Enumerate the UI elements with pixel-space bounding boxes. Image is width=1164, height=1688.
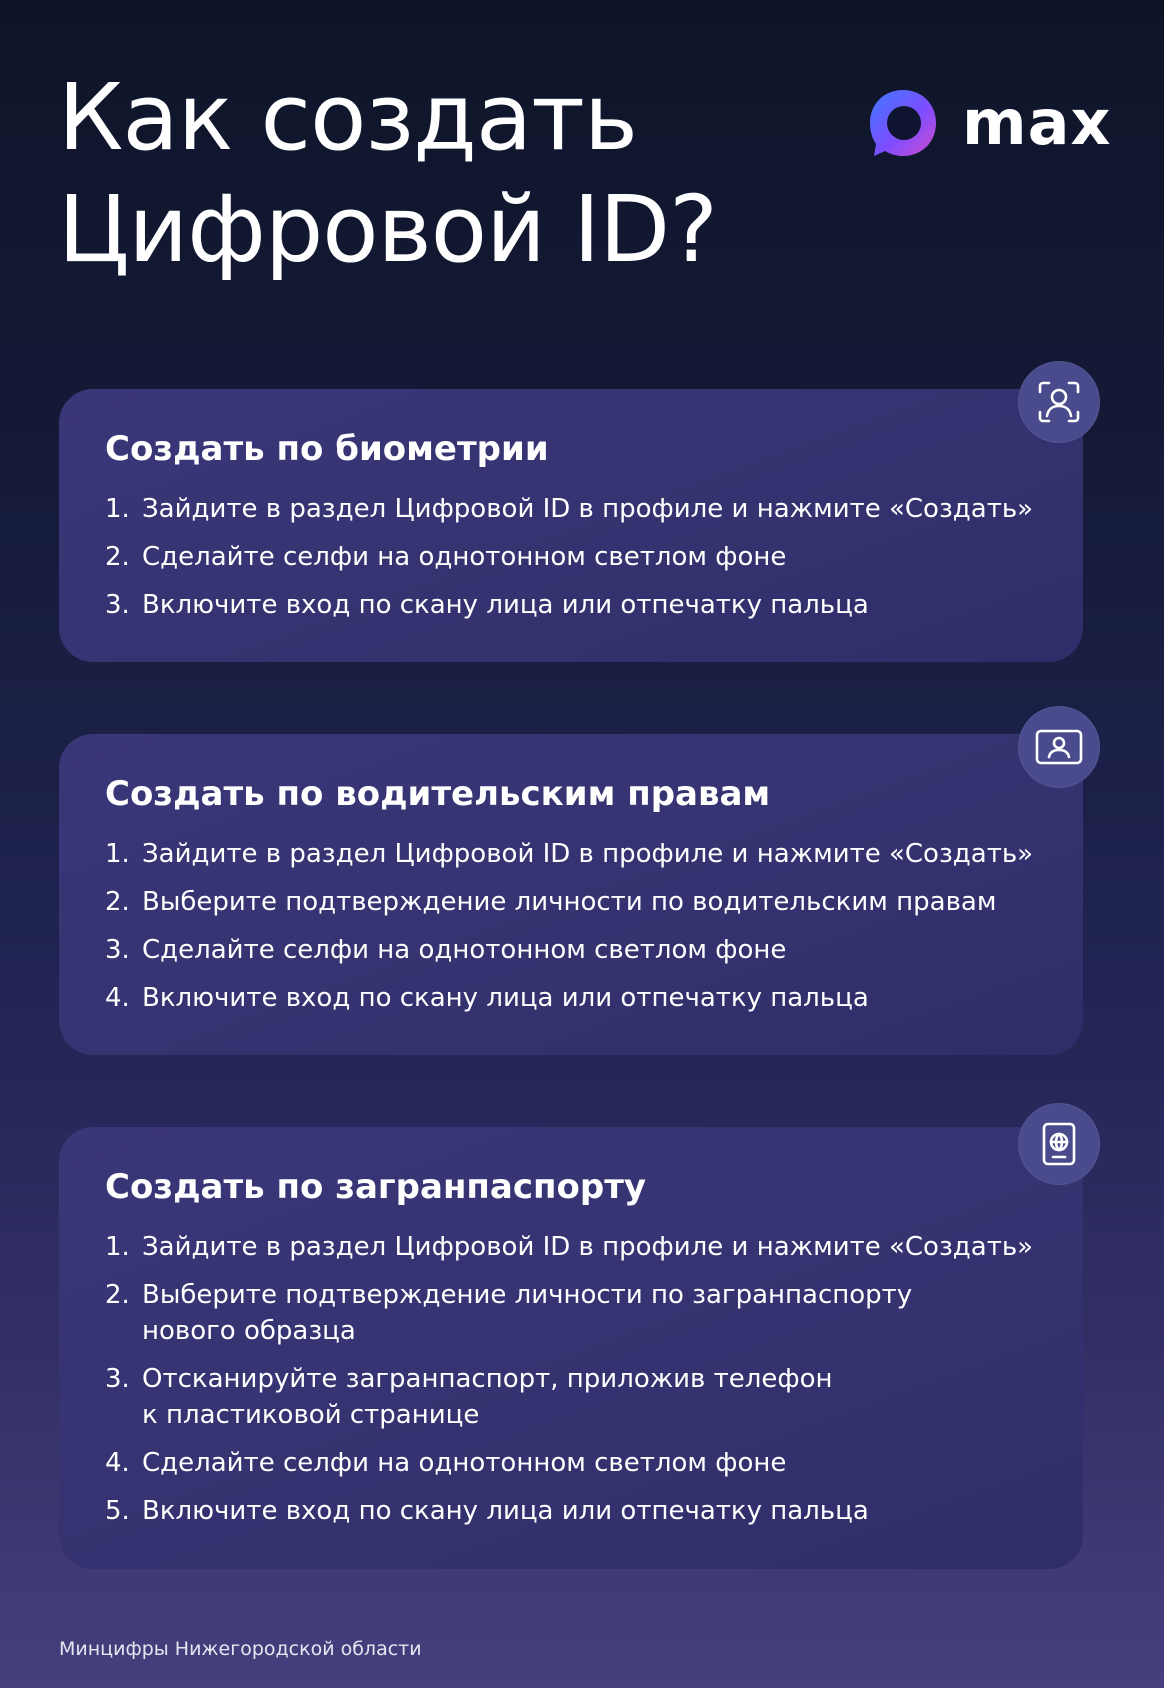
step-item xyxy=(105,491,1037,527)
footer-credit: Минцифры Нижегородской области xyxy=(59,1638,422,1660)
steps-list xyxy=(105,491,1037,623)
step-item xyxy=(105,1361,1037,1433)
step-number: 3. xyxy=(105,935,130,965)
step-item xyxy=(105,1229,1037,1265)
step-item xyxy=(105,1445,1037,1481)
step-number: 3. xyxy=(105,590,130,620)
step-text: Зайдите в раздел Цифровой ID в профиле и нажмите «Создать» xyxy=(142,1232,1034,1262)
steps-list xyxy=(105,836,1037,1016)
step-item xyxy=(105,980,1037,1016)
step-text: Выберите подтверждение личности по загранпаспорту нового образца xyxy=(142,1280,913,1346)
step-item xyxy=(105,1277,1037,1349)
step-number: 2. xyxy=(105,887,130,917)
step-number: 1. xyxy=(105,494,130,524)
step-item xyxy=(105,1493,1037,1529)
max-logo-text: max xyxy=(962,86,1112,159)
max-logo-icon xyxy=(866,86,940,160)
step-number: 1. xyxy=(105,1232,130,1262)
step-item xyxy=(105,836,1037,872)
step-text: Включите вход по скану лица или отпечатку пальца xyxy=(142,1496,869,1526)
step-text: Отсканируйте загранпаспорт, приложив телефон к пластиковой странице xyxy=(142,1364,833,1430)
step-text: Выберите подтверждение личности по водительским правам xyxy=(142,887,997,917)
step-number: 1. xyxy=(105,839,130,869)
step-text: Сделайте селфи на однотонном светлом фоне xyxy=(142,935,787,965)
section-title: Создать по биометрии xyxy=(105,429,549,469)
step-item xyxy=(105,587,1037,623)
step-item xyxy=(105,539,1037,575)
step-text: Сделайте селфи на однотонном светлом фоне xyxy=(142,542,787,572)
section-card-passport xyxy=(59,1127,1083,1569)
step-number: 4. xyxy=(105,1448,130,1478)
step-text: Сделайте селфи на однотонном светлом фоне xyxy=(142,1448,787,1478)
section-title: Создать по загранпаспорту xyxy=(105,1167,647,1207)
section-title: Создать по водительским правам xyxy=(105,774,771,814)
steps-list xyxy=(105,1229,1037,1529)
section-card-driver-license xyxy=(59,734,1083,1055)
step-text: Зайдите в раздел Цифровой ID в профиле и нажмите «Создать» xyxy=(142,494,1034,524)
page-title: Как создать Цифровой ID? xyxy=(58,64,717,283)
step-item xyxy=(105,932,1037,968)
step-number: 2. xyxy=(105,542,130,572)
max-logo xyxy=(866,86,1111,160)
step-number: 2. xyxy=(105,1280,130,1310)
step-number: 3. xyxy=(105,1364,130,1394)
step-number: 5. xyxy=(105,1496,130,1526)
step-number: 4. xyxy=(105,983,130,1013)
step-item xyxy=(105,884,1037,920)
face-scan-icon xyxy=(1018,361,1100,443)
step-text: Включите вход по скану лица или отпечатку пальца xyxy=(142,983,869,1013)
passport-icon xyxy=(1018,1103,1100,1185)
section-card-biometry xyxy=(59,389,1083,662)
step-text: Включите вход по скану лица или отпечатку пальца xyxy=(142,590,869,620)
id-card-icon xyxy=(1018,706,1100,788)
step-text: Зайдите в раздел Цифровой ID в профиле и нажмите «Создать» xyxy=(142,839,1034,869)
